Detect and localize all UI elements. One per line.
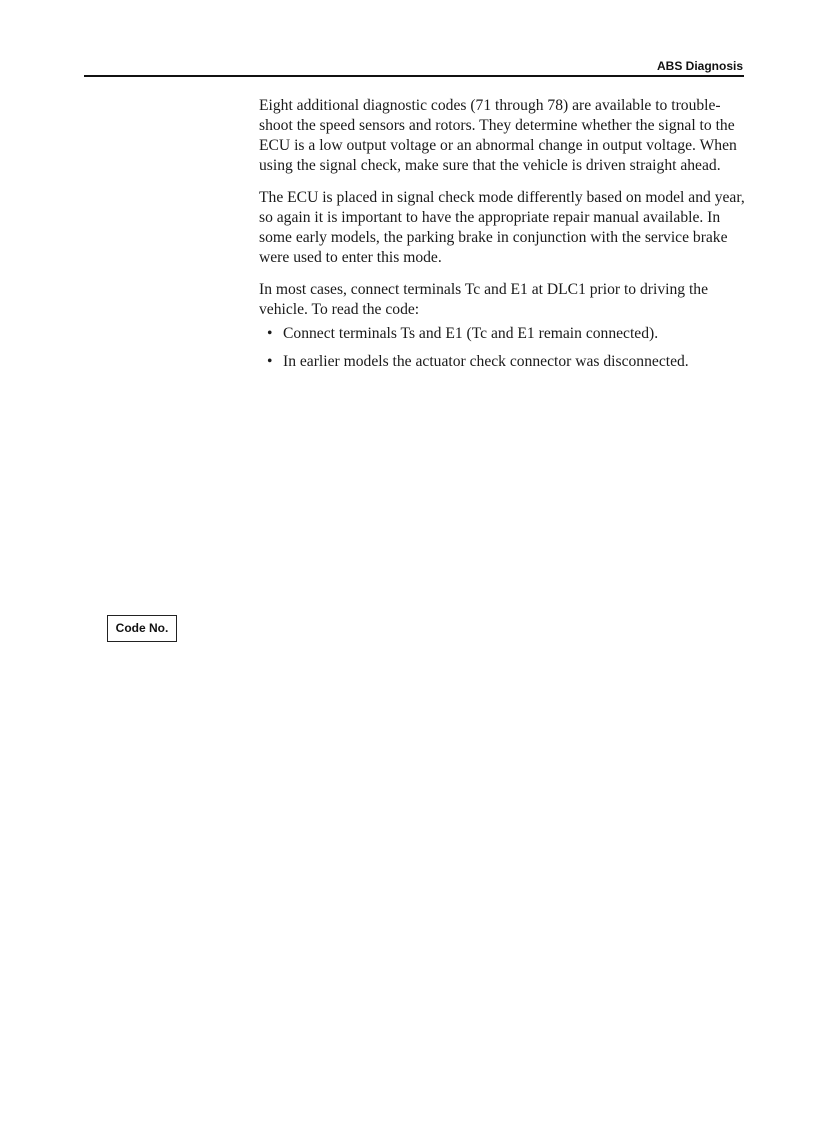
page-header-title: ABS Diagnosis	[656, 59, 743, 73]
bullet-icon: •	[267, 325, 273, 342]
code-number-label: Code No.	[107, 615, 177, 642]
header-divider	[84, 75, 744, 77]
list-item	[259, 324, 749, 344]
paragraph: Eight additional diagnostic codes (71 through 78) are available to trouble-shoot the speed sensors and rotors. They determine whether the signal to the ECU is a low output voltage or an abnormal change in output voltage. When using the signal check, make sure that the vehicle is driven straight ahead.	[259, 97, 737, 174]
list-item-text: In earlier models the actuator check connector was disconnected.	[283, 353, 689, 370]
instruction-list	[259, 324, 749, 372]
paragraph: In most cases, connect terminals Tc and E1 at DLC1 prior to driving the vehicle. To read the code:	[259, 281, 708, 318]
list-item-text: Connect terminals Ts and E1 (Tc and E1 remain connected).	[283, 325, 659, 342]
main-text-column	[259, 96, 749, 380]
list-item	[259, 352, 749, 372]
bullet-icon: •	[267, 353, 273, 370]
paragraph: The ECU is placed in signal check mode differently based on model and year, so again it is important to have the appropriate repair manual available. In some early models, the parking brake in conjunction with the service brake were used to enter this mode.	[259, 189, 745, 266]
